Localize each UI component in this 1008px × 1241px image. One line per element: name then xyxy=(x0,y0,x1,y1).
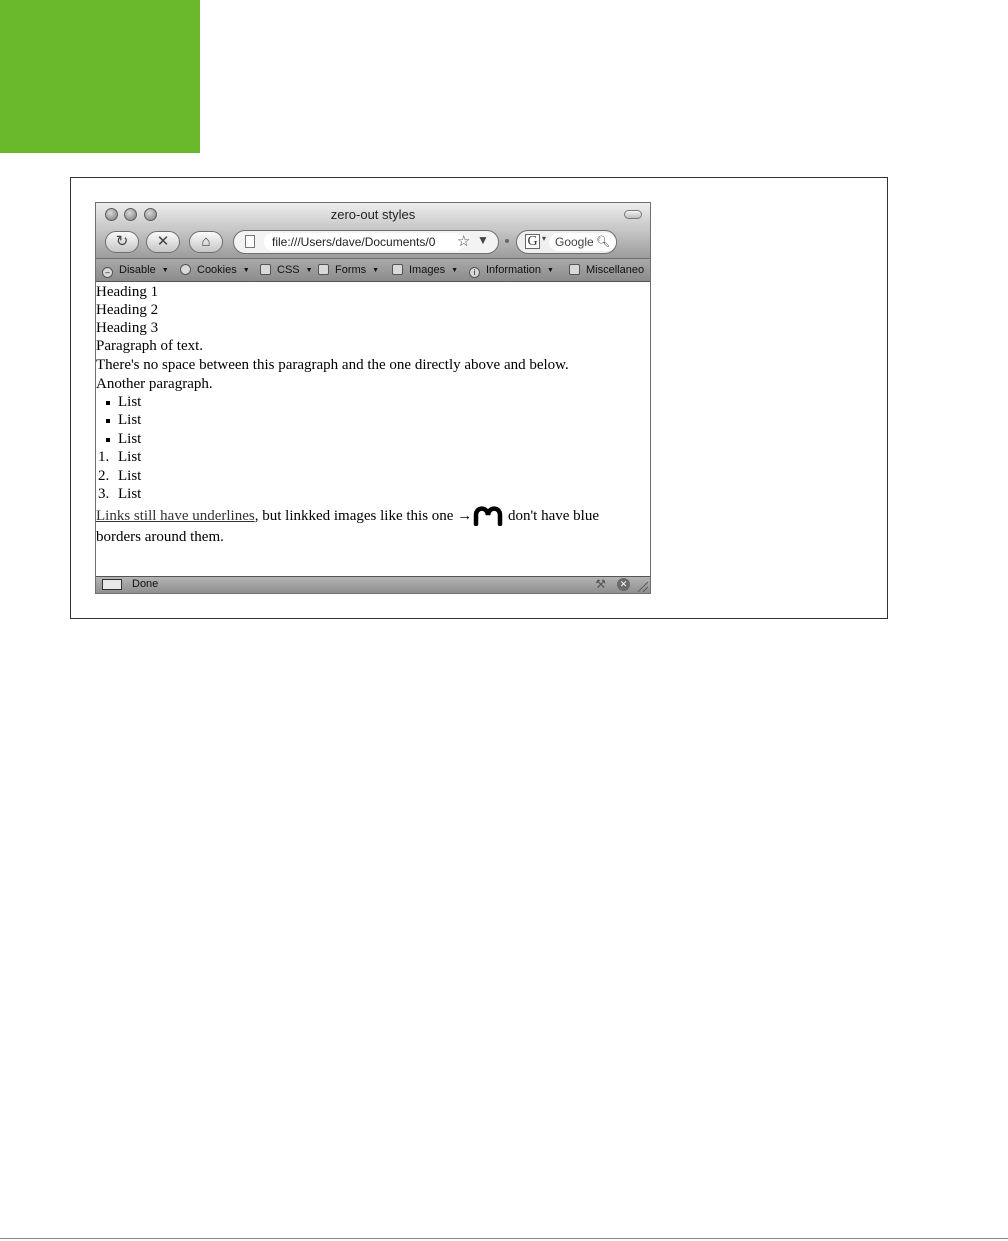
toolbar-item-label: Cookies xyxy=(197,264,237,276)
title-bar xyxy=(96,203,650,227)
css-icon xyxy=(260,264,271,275)
toolbar-item-images[interactable] xyxy=(392,263,458,278)
list-item-text: List xyxy=(118,431,142,447)
toolbar-item-disable[interactable] xyxy=(102,263,169,278)
search-placeholder: Google xyxy=(555,235,594,249)
list-item-text: List xyxy=(118,394,142,410)
page-icon xyxy=(245,235,255,248)
toolbar-item-css[interactable] xyxy=(260,263,313,278)
page-content xyxy=(96,283,650,577)
heading-3: Heading 3 xyxy=(96,320,159,336)
toolbar-item-cookies[interactable] xyxy=(180,263,250,278)
toolbar-item-label: Miscellaneo xyxy=(586,264,645,276)
paragraph-2: There's no space between this paragraph and the one directly above and below. xyxy=(96,357,569,373)
link-paragraph xyxy=(96,504,599,526)
information-icon: i xyxy=(469,267,480,278)
page-status-icon xyxy=(102,579,122,590)
toolbar-item-miscellaneous[interactable] xyxy=(569,263,644,278)
body-text: , but linkked images like this one xyxy=(254,508,454,524)
toolbar-separator xyxy=(505,239,509,243)
toolbar-item-label: Information xyxy=(486,264,542,276)
toolbar-item-information[interactable] xyxy=(469,263,554,278)
chapter-tab xyxy=(0,0,200,153)
url-input[interactable]: file:///Users/dave/Documents/0 xyxy=(264,233,464,251)
dropdown-arrow-icon: ▼ xyxy=(161,267,169,274)
home-icon: ⌂ xyxy=(201,233,211,250)
body-text: don't have blue xyxy=(507,508,599,524)
paragraph-3: Another paragraph. xyxy=(96,376,213,392)
list-number: 3. xyxy=(98,486,110,502)
dropdown-arrow-icon: ▼ xyxy=(451,267,459,274)
toolbar-toggle-button[interactable] xyxy=(624,210,642,219)
toolbar-item-forms[interactable] xyxy=(318,263,379,278)
error-icon[interactable]: ✕ xyxy=(617,578,630,591)
list-item-text: List xyxy=(118,486,142,502)
bullet-icon xyxy=(106,438,110,442)
navigation-toolbar xyxy=(96,227,650,259)
cookies-icon xyxy=(180,264,191,275)
google-engine-icon[interactable]: G xyxy=(525,234,540,249)
status-bar xyxy=(96,576,650,593)
heading-2: Heading 2 xyxy=(96,302,159,318)
list-item-text: List xyxy=(118,449,142,465)
list-number: 1. xyxy=(98,449,110,465)
address-bar[interactable] xyxy=(233,230,499,254)
list-item-text: List xyxy=(118,412,142,428)
resize-grip-icon[interactable] xyxy=(638,582,648,592)
forms-icon xyxy=(318,264,329,275)
window-title: zero-out styles xyxy=(330,207,416,222)
reload-button[interactable] xyxy=(105,231,139,253)
reload-icon: ↻ xyxy=(115,233,129,250)
home-button[interactable] xyxy=(189,231,223,253)
browser-window xyxy=(95,202,651,594)
engine-dropdown-icon[interactable]: ▾ xyxy=(542,234,547,243)
paragraph-1: Paragraph of text. xyxy=(96,338,204,354)
bookmark-star-icon[interactable]: ☆ xyxy=(457,233,471,250)
stop-icon: ✕ xyxy=(156,233,170,250)
list-number: 2. xyxy=(98,468,110,484)
bullet-icon xyxy=(106,401,110,405)
toolbar-item-label: Images xyxy=(409,264,446,276)
arrow-icon: → xyxy=(457,508,473,524)
underlined-link[interactable]: Links still have underlines xyxy=(96,508,255,524)
search-box[interactable] xyxy=(516,230,617,254)
dropdown-arrow-icon: ▼ xyxy=(305,267,313,274)
dropdown-arrow-icon: ▼ xyxy=(242,267,250,274)
toolbar-item-label: Disable xyxy=(119,264,156,276)
body-text-continuation: borders around them. xyxy=(96,529,224,545)
stop-button[interactable] xyxy=(146,231,180,253)
images-icon xyxy=(392,264,403,275)
list-item-text: List xyxy=(118,468,142,484)
url-dropdown-icon[interactable]: ▼ xyxy=(477,233,489,247)
aries-linked-image-icon[interactable] xyxy=(472,504,504,526)
search-icon[interactable]: 🔍︎ xyxy=(596,236,610,248)
dropdown-arrow-icon: ▼ xyxy=(372,267,380,274)
disable-icon: – xyxy=(102,267,113,278)
toolbar-item-label: Forms xyxy=(335,264,367,276)
search-input[interactable] xyxy=(549,233,616,251)
dropdown-arrow-icon: ▼ xyxy=(547,267,554,274)
wand-icon[interactable]: ⚒ xyxy=(595,577,606,591)
bullet-icon xyxy=(106,419,110,423)
heading-1: Heading 1 xyxy=(96,284,159,300)
miscellaneous-icon xyxy=(569,264,580,275)
status-text: Done xyxy=(132,578,159,590)
web-developer-toolbar xyxy=(96,259,650,282)
page-bottom-rule xyxy=(0,1238,1008,1239)
toolbar-item-label: CSS xyxy=(277,264,300,276)
